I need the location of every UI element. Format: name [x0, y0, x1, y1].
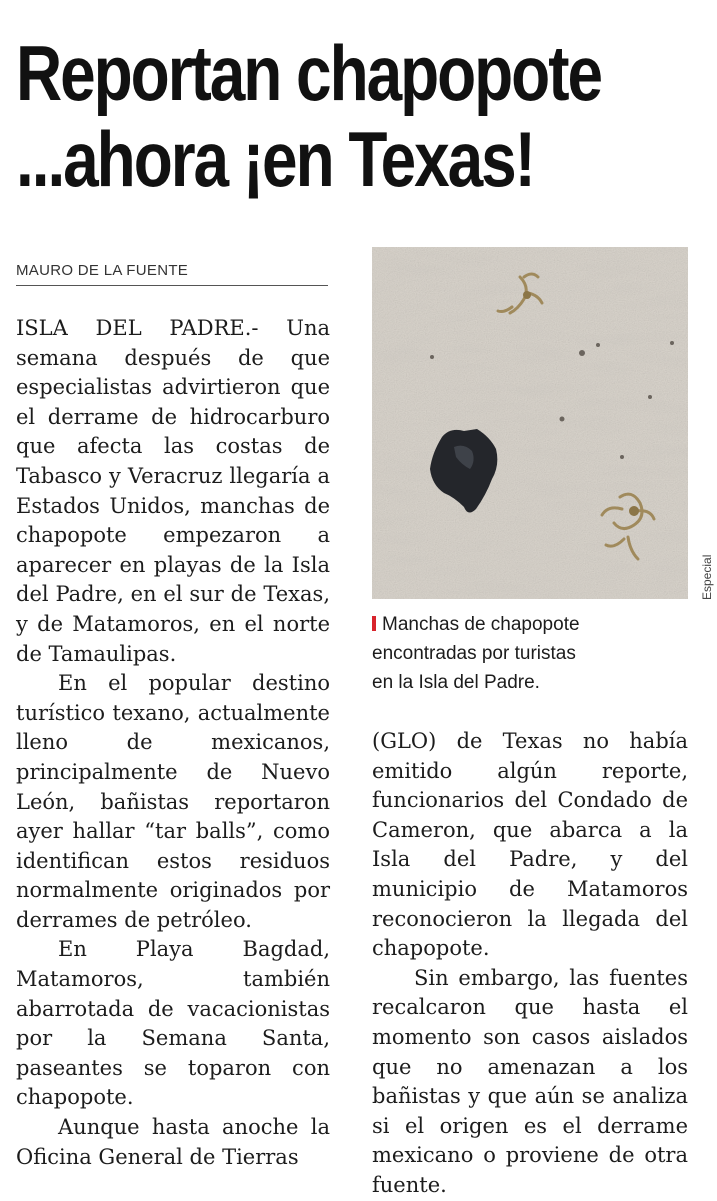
headline-line-2: ...ahora ¡en Texas!	[16, 115, 534, 203]
photo-credit: Especial	[700, 554, 714, 600]
headline-line-1: Reportan chapopote	[16, 29, 601, 117]
paragraph-4: Aunque hasta anoche la Oficina General de Tierras	[16, 1115, 330, 1169]
caption-marker	[372, 616, 376, 631]
paragraph-6: Sin embargo, las fuentes recalcaron que hasta el momento son casos aislados que no amenazan a los bañistas y que aún se analiza si el origen es el derrame mexicano o proviene de otra fuente.	[372, 965, 688, 1197]
beach-tar-photo	[372, 247, 688, 599]
caption-line-2: encontradas por turistas	[372, 643, 576, 664]
byline: MAURO DE LA FUENTE	[16, 262, 328, 286]
photo-image	[372, 247, 688, 599]
article-column-1	[16, 314, 330, 1172]
paragraph-2: En el popular destino turístico texano, actualmente lleno de mexicanos, principalmente de Nuevo León, bañistas reportaron ayer hallar “tar balls”, como identifican estos residuos normalmente originados por derrames de petróleo.	[16, 671, 330, 932]
photo-caption	[372, 610, 682, 697]
article-column-2	[372, 727, 688, 1201]
headline	[16, 29, 601, 203]
paragraph-1: ISLA DEL PADRE.- Una semana después de que especialistas advirtieron que el derrame de hidrocarburo que afecta las costas de Tabasco y Veracruz llegaría a Estados Unidos, manchas de chapopote empezaron a aparecer en playas de la Isla del Padre, en el sur de Texas, y de Matamoros, en el norte de Tamaulipas.	[16, 316, 330, 666]
caption-line-3: en la Isla del Padre.	[372, 672, 540, 693]
caption-line-1: Manchas de chapopote	[372, 610, 682, 639]
paragraph-5: (GLO) de Texas no había emitido algún reporte, funcionarios del Condado de Cameron, que abarca a la Isla del Padre, y del municipio de Matamoros reconocieron la llegada del chapopote.	[372, 729, 688, 961]
paragraph-3: En Playa Bagdad, Matamoros, también abarrotada de vacacionistas por la Semana Santa, paseantes se toparon con chapopote.	[16, 937, 330, 1110]
